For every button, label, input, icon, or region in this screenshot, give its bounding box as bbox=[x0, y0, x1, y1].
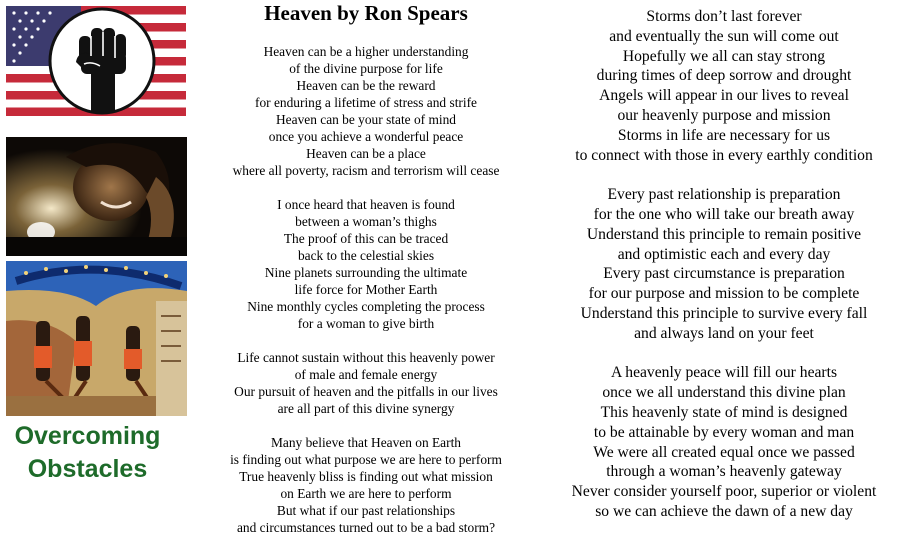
poem-line: to be attainable by every woman and man bbox=[593, 423, 855, 441]
poem-line: back to the celestial skies bbox=[297, 248, 435, 263]
portrait-image-icon bbox=[6, 137, 187, 256]
stanza-gap bbox=[528, 344, 920, 364]
poem-stanza bbox=[207, 349, 525, 417]
egyptian-mural-icon bbox=[6, 261, 187, 416]
egyptian-art-image bbox=[6, 261, 187, 416]
poem-stanza bbox=[528, 7, 920, 165]
poem-line: We were all created equal once we passed bbox=[593, 443, 855, 461]
poem-line: Our pursuit of heaven and the pitfalls in our lives bbox=[234, 384, 498, 399]
poem-column-right bbox=[528, 7, 920, 522]
poem-line: for our purpose and mission to be complete bbox=[588, 285, 860, 303]
poem-line: This heavenly state of mind is designed bbox=[600, 403, 848, 421]
flag-fist-icon bbox=[6, 6, 186, 116]
poem-line: Many believe that Heaven on Earth bbox=[271, 435, 461, 450]
poem-line: A heavenly peace will fill our hearts bbox=[610, 364, 838, 382]
poem-line: between a woman’s thighs bbox=[295, 214, 437, 229]
poem-stanza bbox=[207, 43, 525, 179]
poem-line: on Earth we are here to perform bbox=[280, 486, 452, 501]
poem-line: I once heard that heaven is found bbox=[277, 197, 455, 212]
poem-line: and circumstances turned out to be a bad storm? bbox=[236, 520, 496, 535]
poem-line: and eventually the sun will come out bbox=[609, 27, 839, 45]
poem-line: Angels will appear in our lives to reveal bbox=[599, 87, 849, 105]
poem-line: for a woman to give birth bbox=[297, 316, 435, 331]
poem-line: Storms don’t last forever bbox=[646, 8, 802, 25]
poem-line: for the one who will take our breath away bbox=[593, 205, 855, 223]
poem-line: Storms in life are necessary for us bbox=[617, 126, 831, 144]
poem-line: our heavenly purpose and mission bbox=[617, 106, 831, 124]
poem-line: life force for Mother Earth bbox=[294, 282, 438, 297]
poem-stanza bbox=[207, 196, 525, 332]
brand-line-1: Overcoming bbox=[14, 422, 161, 450]
poem-line: Understand this principle to remain positive bbox=[586, 225, 862, 243]
poem-line: Every past circumstance is preparation bbox=[603, 265, 845, 283]
poem-line: Nine monthly cycles completing the process bbox=[247, 299, 485, 314]
poem-column-middle bbox=[207, 43, 525, 536]
poem-line: during times of deep sorrow and drought bbox=[596, 67, 852, 85]
stanza-gap bbox=[528, 165, 920, 185]
poem-line: and always land on your feet bbox=[634, 324, 814, 342]
poem-line: are all part of this divine synergy bbox=[277, 401, 455, 416]
poem-line: Understand this principle to survive every fall bbox=[580, 304, 868, 322]
poem-stanza bbox=[528, 185, 920, 343]
poem-line: to connect with those in every earthly condition bbox=[575, 146, 873, 164]
poem-line: But what if our past relationships bbox=[276, 503, 456, 518]
left-sidebar bbox=[0, 0, 200, 539]
poem-line: once you achieve a wonderful peace bbox=[268, 129, 464, 144]
poem-line: Every past relationship is preparation bbox=[607, 186, 841, 204]
poem-line: through a woman’s heavenly gateway bbox=[606, 463, 842, 481]
poem-line: and optimistic each and every day bbox=[617, 245, 831, 263]
stanza-gap bbox=[207, 332, 525, 349]
poem-line: Life cannot sustain without this heavenly power bbox=[237, 350, 495, 365]
poem-line: Heaven can be your state of mind bbox=[276, 112, 456, 127]
poem-line: Heaven can be the reward bbox=[296, 78, 436, 93]
poem-line: Heaven can be a place bbox=[306, 146, 426, 161]
woman-portrait-photo bbox=[6, 137, 187, 256]
poem-line: once we all understand this divine plan bbox=[602, 384, 846, 402]
flag-fist-image bbox=[6, 6, 186, 116]
poem-line: for enduring a lifetime of stress and strife bbox=[255, 95, 477, 110]
poem-line: Nine planets surrounding the ultimate bbox=[264, 265, 468, 280]
poem-title: Heaven by Ron Spears bbox=[264, 1, 468, 25]
stanza-gap bbox=[207, 417, 525, 434]
poem-line: where all poverty, racism and terrorism will cease bbox=[232, 163, 500, 178]
poem-line: True heavenly bliss is finding out what mission bbox=[239, 469, 493, 484]
poem-stanza bbox=[207, 434, 525, 536]
poem-line: The proof of this can be traced bbox=[283, 231, 449, 246]
poem-line: Never consider yourself poor, superior or violent bbox=[571, 483, 877, 501]
poem-line: of the divine purpose for life bbox=[289, 61, 443, 76]
stanza-gap bbox=[207, 179, 525, 196]
brand-line-2: Obstacles bbox=[27, 455, 148, 483]
poem-line: Heaven can be a higher understanding bbox=[263, 44, 469, 59]
brand-title bbox=[0, 420, 175, 486]
poem-line: is finding out what purpose we are here to perform bbox=[230, 452, 502, 467]
poem-line: so we can achieve the dawn of a new day bbox=[595, 502, 853, 520]
poem-line: of male and female energy bbox=[294, 367, 438, 382]
poem-stanza bbox=[528, 363, 920, 521]
poem-line: Hopefully we all can stay strong bbox=[622, 47, 826, 65]
